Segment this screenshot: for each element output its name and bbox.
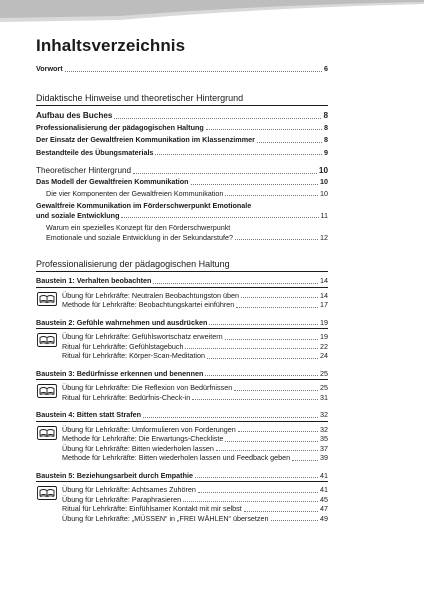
baustein-1 — [36, 276, 328, 310]
toc-entry-page: 25 — [320, 368, 328, 378]
toc-entry-page: 11 — [320, 210, 328, 220]
dot-leader — [235, 238, 318, 240]
toc-entry-label: Baustein 5: Beziehungsarbeit durch Empathie — [36, 470, 193, 480]
book-icon — [37, 292, 57, 306]
toc-entry-label: Übung für Lehrkräfte: Die Reflexion von Bedürfnissen — [62, 383, 233, 392]
dot-leader — [185, 347, 318, 349]
toc-entry-aufbau[interactable] — [36, 110, 328, 121]
toc-entry-page: 25 — [320, 383, 328, 392]
toc-entry-label: Baustein 4: Bitten statt Strafen — [36, 410, 142, 419]
toc-entry-theorie[interactable] — [36, 165, 328, 176]
section-heading-didaktik: Didaktische Hinweise und theoretischer Hintergrund — [36, 92, 328, 106]
toc-entry-label: Der Einsatz der Gewaltfreien Kommunikation im Klassenzimmer — [36, 135, 255, 144]
toc-entry-page: 19 — [320, 332, 328, 341]
toc-entry-page: 6 — [324, 64, 328, 73]
toc-entry-page: 22 — [320, 341, 328, 351]
toc-entry-page: 37 — [320, 443, 328, 453]
toc-entry-modell[interactable] — [36, 177, 328, 187]
toc-entry-page: 41 — [320, 485, 328, 494]
dot-leader — [65, 70, 322, 72]
toc-entry-label: Baustein 1: Verhalten beobachten — [36, 276, 152, 285]
toc-entry-label: Übung für Lehrkräfte: Gefühlswortschatz erweitern — [62, 332, 223, 341]
toc-entry-label: Baustein 2: Gefühle wahrnehmen und ausdrücken — [36, 317, 208, 327]
toc-entry-page: 35 — [320, 434, 328, 443]
baustein-5 — [36, 471, 328, 524]
toc-entry-page: 17 — [320, 300, 328, 309]
section-heading-professionalisierung: Professionalisierung der pädagogischen Haltung — [36, 258, 328, 272]
dot-leader — [155, 153, 322, 155]
toc-entry[interactable] — [36, 123, 328, 133]
table-of-contents — [36, 64, 328, 523]
toc-entry[interactable] — [62, 300, 328, 310]
toc-entry-page: 39 — [320, 453, 328, 462]
toc-entry-foerderschwerpunkt[interactable] — [36, 201, 328, 220]
toc-entry-label: Das Modell der Gewaltfreien Kommunikation — [36, 177, 189, 186]
toc-entry-label-line2: Emotionale und soziale Entwicklung in der Sekundarstufe? — [46, 232, 233, 242]
dot-leader — [244, 510, 318, 512]
toc-entry[interactable] — [62, 434, 328, 444]
baustein-4 — [36, 410, 328, 463]
toc-entry[interactable] — [62, 393, 328, 403]
toc-entry-page: 10 — [320, 188, 328, 198]
baustein-items — [36, 425, 328, 463]
toc-entry-label-line2: und soziale Entwicklung — [36, 210, 120, 220]
toc-entry[interactable] — [62, 291, 328, 301]
toc-entry[interactable] — [62, 453, 328, 463]
dot-leader — [238, 430, 318, 432]
toc-entry-page: 32 — [320, 410, 328, 419]
dot-leader — [241, 296, 318, 298]
dot-leader — [198, 491, 318, 493]
dot-leader — [191, 183, 318, 185]
toc-entry[interactable] — [62, 351, 328, 361]
toc-entry-label: Übung für Lehrkräfte: „MÜSSEN“ in „FREI WÄHLEN“ übersetzen — [62, 513, 269, 523]
dot-leader — [183, 500, 318, 502]
dot-leader — [209, 323, 318, 325]
toc-entry-label: Übung für Lehrkräfte: Paraphrasieren — [62, 494, 182, 504]
dot-leader — [207, 357, 318, 359]
toc-entry-page: 9 — [324, 147, 328, 157]
dot-leader — [192, 398, 318, 400]
baustein-2 — [36, 318, 328, 361]
toc-entry-label: Aufbau des Buches — [36, 110, 113, 120]
dot-leader — [121, 216, 318, 218]
toc-entry-label: Methode für Lehrkräfte: Beobachtungskartei einführen — [62, 300, 235, 309]
dot-leader — [195, 476, 318, 478]
baustein-items — [36, 485, 328, 523]
toc-entry[interactable] — [62, 495, 328, 505]
toc-entry-page: 31 — [320, 392, 328, 402]
dot-leader — [114, 117, 321, 119]
toc-entry[interactable] — [62, 342, 328, 352]
toc-entry-page: 24 — [320, 351, 328, 360]
toc-entry-page: 8 — [324, 135, 328, 144]
toc-entry[interactable] — [36, 148, 328, 158]
baustein-list — [36, 276, 328, 523]
toc-entry[interactable] — [36, 135, 328, 145]
toc-entry-label: Ritual für Lehrkräfte: Einfühlsamer Kontakt mit mir selbst — [62, 504, 242, 513]
toc-entry-label: Theoretischer Hintergrund — [36, 166, 132, 175]
book-icon — [37, 333, 57, 347]
toc-entry-label: Methode für Lehrkräfte: Die Erwartungs-Checkliste — [62, 434, 224, 443]
book-icon — [37, 486, 57, 500]
toc-entry-baustein-heading[interactable] — [36, 369, 328, 381]
toc-entry-label: Professionalisierung der pädagogischen Haltung — [36, 122, 204, 132]
baustein-items — [36, 291, 328, 310]
toc-entry-label: Übung für Lehrkräfte: Umformulieren von Forderungen — [62, 424, 236, 434]
dot-leader — [292, 459, 318, 461]
toc-entry[interactable] — [62, 444, 328, 454]
toc-entry[interactable] — [62, 332, 328, 342]
toc-entry-label: Ritual für Lehrkräfte: Bedürfnis-Check-in — [62, 392, 191, 402]
toc-entry-page: 10 — [320, 177, 328, 186]
dot-leader — [225, 440, 318, 442]
toc-entry-label: Übung für Lehrkräfte: Bitten wiederholen lassen — [62, 443, 214, 453]
dot-leader — [234, 389, 318, 391]
toc-entry-page: 32 — [320, 424, 328, 434]
toc-entry-warum[interactable] — [36, 223, 328, 242]
toc-entry-label: Baustein 3: Bedürfnisse erkennen und benennen — [36, 368, 204, 378]
baustein-items — [36, 383, 328, 402]
toc-entry-label: Bestandteile des Übungsmaterials — [36, 147, 154, 157]
book-icon — [37, 384, 57, 398]
book-icon — [37, 426, 57, 440]
dot-leader — [205, 374, 318, 376]
toc-entry-label: Ritual für Lehrkräfte: Körper-Scan-Meditation — [62, 351, 206, 360]
toc-entry-label-line1: Warum ein spezielles Konzept für den Förderschwerpunkt — [46, 223, 231, 232]
dot-leader — [225, 194, 318, 196]
dot-leader — [153, 282, 318, 284]
toc-entry-page: 8 — [324, 122, 328, 132]
toc-entry-label: Übung für Lehrkräfte: Achtsames Zuhören — [62, 485, 196, 494]
dot-leader — [206, 128, 322, 130]
toc-entry-label: Übung für Lehrkräfte: Neutralen Beobachtungston üben — [62, 290, 240, 300]
page-title: Inhaltsverzeichnis — [36, 36, 186, 55]
toc-entry-vorwort[interactable] — [36, 64, 328, 74]
toc-entry-page: 47 — [320, 504, 328, 513]
toc-entry[interactable] — [62, 485, 328, 495]
baustein-items — [36, 332, 328, 361]
baustein-3 — [36, 369, 328, 403]
dot-leader — [271, 519, 318, 521]
dot-leader — [257, 141, 322, 143]
toc-entry-page: 12 — [320, 232, 328, 242]
dot-leader — [133, 172, 317, 174]
dot-leader — [225, 338, 318, 340]
toc-entry-label: Die vier Komponenten der Gewaltfreien Kommunikation — [46, 188, 224, 198]
toc-entry-page: 10 — [318, 166, 328, 175]
toc-entry-page: 14 — [320, 290, 328, 300]
toc-entry-page: 45 — [320, 494, 328, 504]
toc-entry[interactable] — [62, 425, 328, 435]
toc-entry-page: 19 — [320, 317, 328, 327]
toc-entry-label: Methode für Lehrkräfte: Bitten wiederholen lassen und Feedback geben — [62, 453, 291, 462]
toc-entry[interactable] — [62, 504, 328, 514]
toc-entry-label-line1: Gewaltfreie Kommunikation im Förderschwerpunkt Emotionale — [36, 201, 252, 210]
toc-entry-komponenten[interactable] — [36, 189, 328, 199]
toc-entry-baustein-heading[interactable] — [36, 471, 328, 483]
toc-entry-baustein-heading[interactable] — [36, 410, 328, 422]
toc-entry-page: 14 — [320, 276, 328, 285]
toc-entry-page: 41 — [320, 470, 328, 480]
dot-leader — [143, 416, 318, 418]
toc-entry-label: Ritual für Lehrkräfte: Gefühlstagebuch — [62, 341, 184, 351]
page-top-decoration — [0, 0, 424, 22]
toc-entry-label: Vorwort — [36, 64, 63, 73]
toc-entry-baustein-heading[interactable] — [36, 318, 328, 330]
toc-entry-baustein-heading[interactable] — [36, 276, 328, 288]
toc-entry[interactable] — [62, 383, 328, 393]
toc-entry[interactable] — [62, 514, 328, 524]
dot-leader — [236, 306, 318, 308]
toc-entry-page: 49 — [320, 513, 328, 523]
dot-leader — [216, 449, 318, 451]
toc-entry-page: 8 — [323, 110, 328, 120]
